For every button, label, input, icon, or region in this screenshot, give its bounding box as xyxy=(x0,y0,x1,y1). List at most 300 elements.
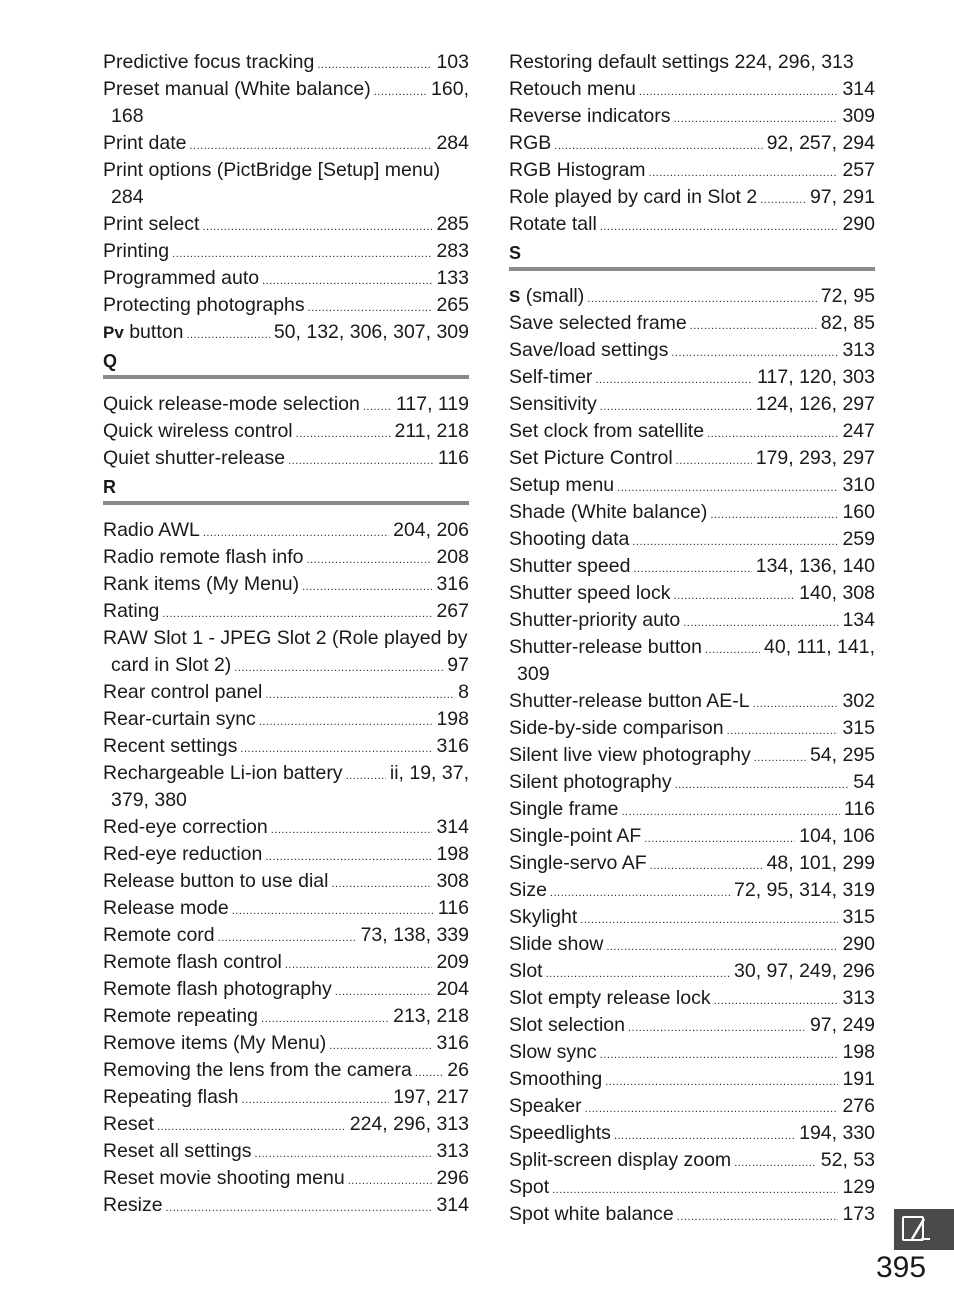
entry-symbol: Pv xyxy=(103,323,124,342)
entry-term-text: Remote cord xyxy=(103,924,215,946)
index-entry xyxy=(509,157,875,184)
entry-term-text: Shade (White balance) xyxy=(509,501,708,523)
entry-term-text: Recent settings xyxy=(103,735,238,757)
entry-term xyxy=(509,877,547,904)
entry-term xyxy=(103,1084,239,1111)
entry-pages: 315 xyxy=(842,906,875,928)
entry-term-text: Set Picture Control xyxy=(509,447,673,469)
entry-pages: 194, 330 xyxy=(799,1122,875,1144)
dot-leader xyxy=(302,574,432,601)
dot-leader xyxy=(189,133,432,160)
dot-leader xyxy=(172,241,432,268)
entry-pages: 116 xyxy=(437,897,469,919)
entry-term xyxy=(509,796,618,823)
section-gap xyxy=(103,379,469,391)
entry-pages: 92, 257, 294 xyxy=(766,132,875,154)
entry-term-text: Split-screen display zoom xyxy=(509,1149,732,1171)
index-entry xyxy=(103,130,469,157)
dot-leader xyxy=(203,520,389,547)
entry-term-text: Radio remote flash info xyxy=(103,546,304,568)
index-entry xyxy=(509,1093,875,1120)
entry-pages: 73, 138, 339 xyxy=(360,924,469,946)
entry-pages: 316 xyxy=(436,573,469,595)
index-entry xyxy=(103,1165,469,1192)
dot-leader xyxy=(760,187,806,214)
entry-term xyxy=(103,544,304,571)
entry-pages: 211, 218 xyxy=(394,420,469,442)
entry-pages: 267 xyxy=(436,600,469,622)
dot-leader xyxy=(166,1195,433,1222)
dot-leader xyxy=(580,907,838,934)
dot-leader xyxy=(186,322,269,349)
entry-term-text: Red-eye correction xyxy=(103,816,268,838)
dot-leader xyxy=(753,691,839,718)
dot-leader xyxy=(600,1042,839,1069)
dot-leader xyxy=(587,286,817,313)
entry-term-text: Printing xyxy=(103,240,170,262)
dot-leader xyxy=(676,448,752,475)
entry-term xyxy=(509,985,711,1012)
index-entry xyxy=(509,391,875,418)
entry-term xyxy=(103,1192,163,1219)
entry-term-text: Shutter speed lock xyxy=(509,582,671,604)
entry-term-text: Release button to use dial xyxy=(103,870,329,892)
entry-pages: 313 xyxy=(436,1140,469,1162)
index-entry xyxy=(103,292,469,319)
entry-term xyxy=(103,211,199,238)
entry-term-text: Rating xyxy=(103,600,160,622)
index-entry xyxy=(509,823,875,850)
page-number: 395 xyxy=(876,1251,927,1284)
entry-term xyxy=(509,1120,611,1147)
dot-leader xyxy=(595,367,753,394)
entry-term-text: Set clock from satellite xyxy=(509,420,705,442)
entry-term xyxy=(509,1066,602,1093)
entry-pages: 116 xyxy=(843,798,875,820)
entry-term-text: Single-point AF xyxy=(509,825,642,847)
entry-term-text: Programmed auto xyxy=(103,267,260,289)
dot-leader xyxy=(552,1177,838,1204)
dot-leader xyxy=(307,547,433,574)
index-entry xyxy=(509,877,875,904)
entry-pages: 160, xyxy=(431,78,469,100)
section-gap xyxy=(103,505,469,517)
index-entry-line: Restoring default settings 224, 296, 313 xyxy=(509,51,854,73)
pencil-mark-icon xyxy=(894,1209,954,1250)
dot-leader xyxy=(674,583,796,610)
index-entry-continuation: 379, 380 xyxy=(111,789,187,811)
dot-leader xyxy=(296,421,391,448)
entry-term xyxy=(509,553,630,580)
entry-term xyxy=(509,688,750,715)
entry-term xyxy=(509,157,646,184)
index-entry-line: Print options (PictBridge [Setup] menu) xyxy=(103,159,441,181)
entry-term xyxy=(509,526,629,553)
entry-term xyxy=(509,634,702,661)
index-entry xyxy=(509,796,875,823)
entry-pages: 315 xyxy=(842,717,875,739)
entry-pages: 117, 119 xyxy=(395,393,469,415)
entry-pages: 40, 111, 141, xyxy=(764,636,875,658)
entry-term-text: Speaker xyxy=(509,1095,582,1117)
entry-pages: 82, 85 xyxy=(820,312,875,334)
index-entry xyxy=(103,391,469,418)
index-entry xyxy=(103,895,469,922)
dot-leader xyxy=(415,1060,443,1087)
entry-term-text: button xyxy=(123,321,184,343)
index-entry xyxy=(509,418,875,445)
entry-pages: 198 xyxy=(436,708,469,730)
index-entry xyxy=(103,238,469,265)
entry-pages: 117, 120, 303 xyxy=(757,366,875,388)
entry-pages: 30, 97, 249, 296 xyxy=(734,960,875,982)
index-entry xyxy=(509,1201,875,1228)
index-entry xyxy=(509,931,875,958)
entry-pages: 290 xyxy=(842,933,875,955)
entry-pages: 313 xyxy=(842,987,875,1009)
entry-term-text: Self-timer xyxy=(509,366,593,388)
index-entry xyxy=(103,1138,469,1165)
dot-leader xyxy=(554,133,762,160)
entry-pages: 309 xyxy=(842,105,875,127)
entry-pages: 197, 217 xyxy=(393,1086,469,1108)
entry-term-text: Shooting data xyxy=(509,528,630,550)
entry-term xyxy=(103,949,282,976)
entry-term-text: Spot xyxy=(509,1176,550,1198)
entry-term xyxy=(509,76,636,103)
entry-term-text: Single frame xyxy=(509,798,619,820)
entry-pages: 124, 126, 297 xyxy=(755,393,875,415)
entry-term xyxy=(509,499,707,526)
dot-leader xyxy=(650,853,763,880)
entry-pages: 116 xyxy=(437,447,469,469)
entry-term-text: Skylight xyxy=(509,906,578,928)
index-entry-continuation: 168 xyxy=(111,105,144,127)
index-column-left xyxy=(103,49,469,1219)
entry-term xyxy=(509,211,597,238)
entry-term-text: RGB xyxy=(509,132,552,154)
index-entry xyxy=(509,634,875,661)
entry-term-text: Reset xyxy=(103,1113,154,1135)
index-entry xyxy=(103,949,469,976)
dot-leader xyxy=(162,601,432,628)
entry-term-text: Rear-curtain sync xyxy=(103,708,256,730)
entry-term xyxy=(509,580,671,607)
dot-leader xyxy=(727,718,839,745)
entry-term xyxy=(103,1003,258,1030)
dot-leader xyxy=(265,844,432,871)
index-entry xyxy=(509,607,875,634)
index-entry xyxy=(509,850,875,877)
index-entry xyxy=(509,310,875,337)
entry-term xyxy=(103,868,329,895)
entry-term xyxy=(509,283,584,310)
entry-pages: 54 xyxy=(853,771,875,793)
entry-term xyxy=(103,238,169,265)
dot-leader xyxy=(690,313,817,340)
entry-pages: 140, 308 xyxy=(799,582,875,604)
entry-term-text: Shutter-priority auto xyxy=(509,609,681,631)
index-entry xyxy=(103,1192,469,1219)
entry-pages: 204 xyxy=(436,978,469,1000)
entry-pages: 198 xyxy=(436,843,469,865)
index-entry xyxy=(103,1111,469,1138)
entry-term xyxy=(509,904,577,931)
index-entry xyxy=(103,517,469,544)
index-entry xyxy=(103,1057,469,1084)
entry-term-text: RGB Histogram xyxy=(509,159,646,181)
dot-leader xyxy=(675,772,850,799)
entry-pages: 310 xyxy=(842,474,875,496)
entry-term-text: Release mode xyxy=(103,897,229,919)
entry-term xyxy=(509,1012,625,1039)
entry-term xyxy=(103,1057,412,1084)
entry-term xyxy=(509,445,673,472)
entry-term xyxy=(509,742,751,769)
dot-leader xyxy=(202,214,432,241)
entry-term xyxy=(103,1030,326,1057)
entry-pages: 257 xyxy=(842,159,875,181)
entry-pages: 284 xyxy=(436,132,469,154)
entry-term-text: Size xyxy=(509,879,547,901)
entry-term-text: Shutter speed xyxy=(509,555,631,577)
entry-term xyxy=(509,310,687,337)
entry-term xyxy=(103,265,259,292)
entry-term-text: Silent live view photography xyxy=(509,744,751,766)
entry-term xyxy=(509,1039,597,1066)
index-entry xyxy=(103,49,469,76)
index-entry xyxy=(103,733,469,760)
entry-term xyxy=(103,445,285,472)
entry-pages: 103 xyxy=(436,51,469,73)
index-entry xyxy=(103,418,469,445)
dot-leader xyxy=(606,934,838,961)
index-entry xyxy=(509,130,875,157)
entry-term-text: Rechargeable Li-ion battery xyxy=(103,762,343,784)
entry-term-text: Slide show xyxy=(509,933,604,955)
entry-term-text: Quick release-mode selection xyxy=(103,393,360,415)
entry-pages: 97, 249 xyxy=(809,1014,875,1036)
index-entry xyxy=(509,76,875,103)
entry-term xyxy=(103,76,371,103)
index-entry-continuation: 284 xyxy=(111,186,144,208)
dot-leader xyxy=(734,1150,817,1177)
entry-term-text: Role played by card in Slot 2 xyxy=(509,186,758,208)
entry-pages: 26 xyxy=(447,1059,469,1081)
entry-term xyxy=(509,850,647,877)
index-entry xyxy=(509,1012,875,1039)
entry-term-text: Remote flash photography xyxy=(103,978,332,1000)
dot-leader xyxy=(255,1141,433,1168)
entry-term xyxy=(103,391,360,418)
entry-term xyxy=(103,1138,252,1165)
entry-term-text: Predictive focus tracking xyxy=(103,51,315,73)
entry-term xyxy=(103,1165,345,1192)
dot-leader xyxy=(677,1204,839,1231)
entry-term xyxy=(103,517,200,544)
index-entry xyxy=(509,103,875,130)
index-entry xyxy=(509,1147,875,1174)
dot-leader xyxy=(644,826,795,853)
entry-pages: 54, 295 xyxy=(809,744,875,766)
entry-term-text: Setup menu xyxy=(509,474,615,496)
section-heading: R xyxy=(103,476,469,505)
entry-term xyxy=(103,130,186,157)
index-entry xyxy=(509,904,875,931)
entry-term-text: Print select xyxy=(103,213,200,235)
entry-term xyxy=(509,184,757,211)
entry-pages: 290 xyxy=(842,213,875,235)
dot-leader xyxy=(585,1096,839,1123)
index-entry xyxy=(103,571,469,598)
index-entry xyxy=(103,1003,469,1030)
dot-leader xyxy=(621,799,839,826)
dot-leader xyxy=(363,394,392,421)
dot-leader xyxy=(714,988,839,1015)
index-entry xyxy=(509,526,875,553)
entry-symbol: S xyxy=(509,287,521,306)
dot-leader xyxy=(374,79,427,106)
entry-term-text: Resize xyxy=(103,1194,163,1216)
entry-term-text: Print date xyxy=(103,132,187,154)
entry-pages: 213, 218 xyxy=(393,1005,469,1027)
dot-leader xyxy=(285,952,433,979)
dot-leader xyxy=(754,745,806,772)
dot-leader xyxy=(218,925,357,952)
dot-leader xyxy=(550,880,730,907)
index-entry xyxy=(509,553,875,580)
index-entry xyxy=(509,715,875,742)
entry-term xyxy=(103,679,262,706)
dot-leader xyxy=(329,1033,432,1060)
dot-leader xyxy=(332,871,433,898)
entry-term-text: Rear control panel xyxy=(103,681,263,703)
entry-term xyxy=(103,733,237,760)
entry-term xyxy=(509,103,670,130)
entry-pages: 204, 206 xyxy=(393,519,469,541)
entry-pages: 259 xyxy=(842,528,875,550)
entry-term xyxy=(509,472,614,499)
entry-pages: 314 xyxy=(436,1194,469,1216)
index-entry xyxy=(103,1030,469,1057)
entry-pages: 208 xyxy=(436,546,469,568)
entry-pages: 313 xyxy=(842,339,875,361)
entry-pages: 191 xyxy=(842,1068,875,1090)
entry-pages: 8 xyxy=(458,681,469,703)
entry-pages: 133 xyxy=(436,267,469,289)
entry-term xyxy=(509,1093,582,1120)
entry-term-text: Slot selection xyxy=(509,1014,625,1036)
index-entry xyxy=(103,814,469,841)
entry-term-text: Retouch menu xyxy=(509,78,636,100)
entry-pages: 134 xyxy=(842,609,875,631)
entry-term-text: Speedlights xyxy=(509,1122,611,1144)
entry-term xyxy=(103,292,305,319)
section-heading: Q xyxy=(103,350,469,379)
entry-term-text: Shutter-release button xyxy=(509,636,702,658)
index-entry xyxy=(509,1039,875,1066)
index-entry xyxy=(103,922,469,949)
entry-term xyxy=(103,1111,154,1138)
index-entry xyxy=(509,184,875,211)
dot-leader xyxy=(232,898,434,925)
entry-term-text: Remote repeating xyxy=(103,1005,259,1027)
dot-leader xyxy=(242,1087,390,1114)
entry-pages: 224, 296, 313 xyxy=(349,1113,469,1135)
entry-term xyxy=(509,1174,549,1201)
entry-term-text: Slot xyxy=(509,960,543,982)
index-entry xyxy=(509,1120,875,1147)
dot-leader xyxy=(633,556,751,583)
entry-term xyxy=(103,598,159,625)
entry-term-text: Quick wireless control xyxy=(103,420,293,442)
entry-term-text: Red-eye reduction xyxy=(103,843,263,865)
entry-term xyxy=(103,319,183,346)
index-entry xyxy=(103,319,469,346)
dot-leader xyxy=(649,160,839,187)
index-entry xyxy=(509,958,875,985)
dot-leader xyxy=(683,610,838,637)
dot-leader xyxy=(600,394,752,421)
entry-pages: 104, 106 xyxy=(799,825,875,847)
dot-leader xyxy=(628,1015,806,1042)
index-entry xyxy=(103,868,469,895)
index-entry xyxy=(509,769,875,796)
entry-term xyxy=(103,814,268,841)
index-entry xyxy=(103,1084,469,1111)
entry-term-text: Single-servo AF xyxy=(509,852,647,874)
entry-term-text: Preset manual (White balance) xyxy=(103,78,371,100)
entry-pages: 198 xyxy=(842,1041,875,1063)
index-entry xyxy=(103,841,469,868)
entry-pages: 97, 291 xyxy=(809,186,875,208)
entry-term-text: Side-by-side comparison xyxy=(509,717,724,739)
index-entry xyxy=(103,760,469,787)
entry-term-text: Rank items (My Menu) xyxy=(103,573,300,595)
index-entry xyxy=(509,364,875,391)
entry-term-text: Protecting photographs xyxy=(103,294,305,316)
dot-leader xyxy=(262,268,432,295)
dot-leader xyxy=(261,1006,389,1033)
dot-leader xyxy=(346,763,386,790)
dot-leader xyxy=(546,961,730,988)
entry-pages: 97 xyxy=(447,654,469,676)
index-entry xyxy=(509,688,875,715)
entry-pages: 179, 293, 297 xyxy=(755,447,875,469)
entry-term-text: Smoothing xyxy=(509,1068,603,1090)
entry-term-text: Rotate tall xyxy=(509,213,597,235)
entry-term-text: Radio AWL xyxy=(103,519,200,541)
entry-term xyxy=(103,895,229,922)
index-entry xyxy=(509,472,875,499)
entry-term-text: Remote flash control xyxy=(103,951,282,973)
index-entry xyxy=(509,1066,875,1093)
entry-pages: 276 xyxy=(842,1095,875,1117)
dot-leader xyxy=(705,637,760,664)
entry-term xyxy=(509,1147,731,1174)
index-entry-continuation: 309 xyxy=(517,663,550,685)
dot-leader xyxy=(614,1123,795,1150)
entry-term xyxy=(103,976,332,1003)
entry-pages: 247 xyxy=(842,420,875,442)
entry-term-text: Reset all settings xyxy=(103,1140,252,1162)
index-entry xyxy=(103,679,469,706)
dot-leader xyxy=(673,106,838,133)
entry-term xyxy=(103,49,314,76)
entry-term-text: Shutter-release button AE-L xyxy=(509,690,750,712)
entry-pages: 265 xyxy=(436,294,469,316)
entry-term-text: Slow sync xyxy=(509,1041,597,1063)
